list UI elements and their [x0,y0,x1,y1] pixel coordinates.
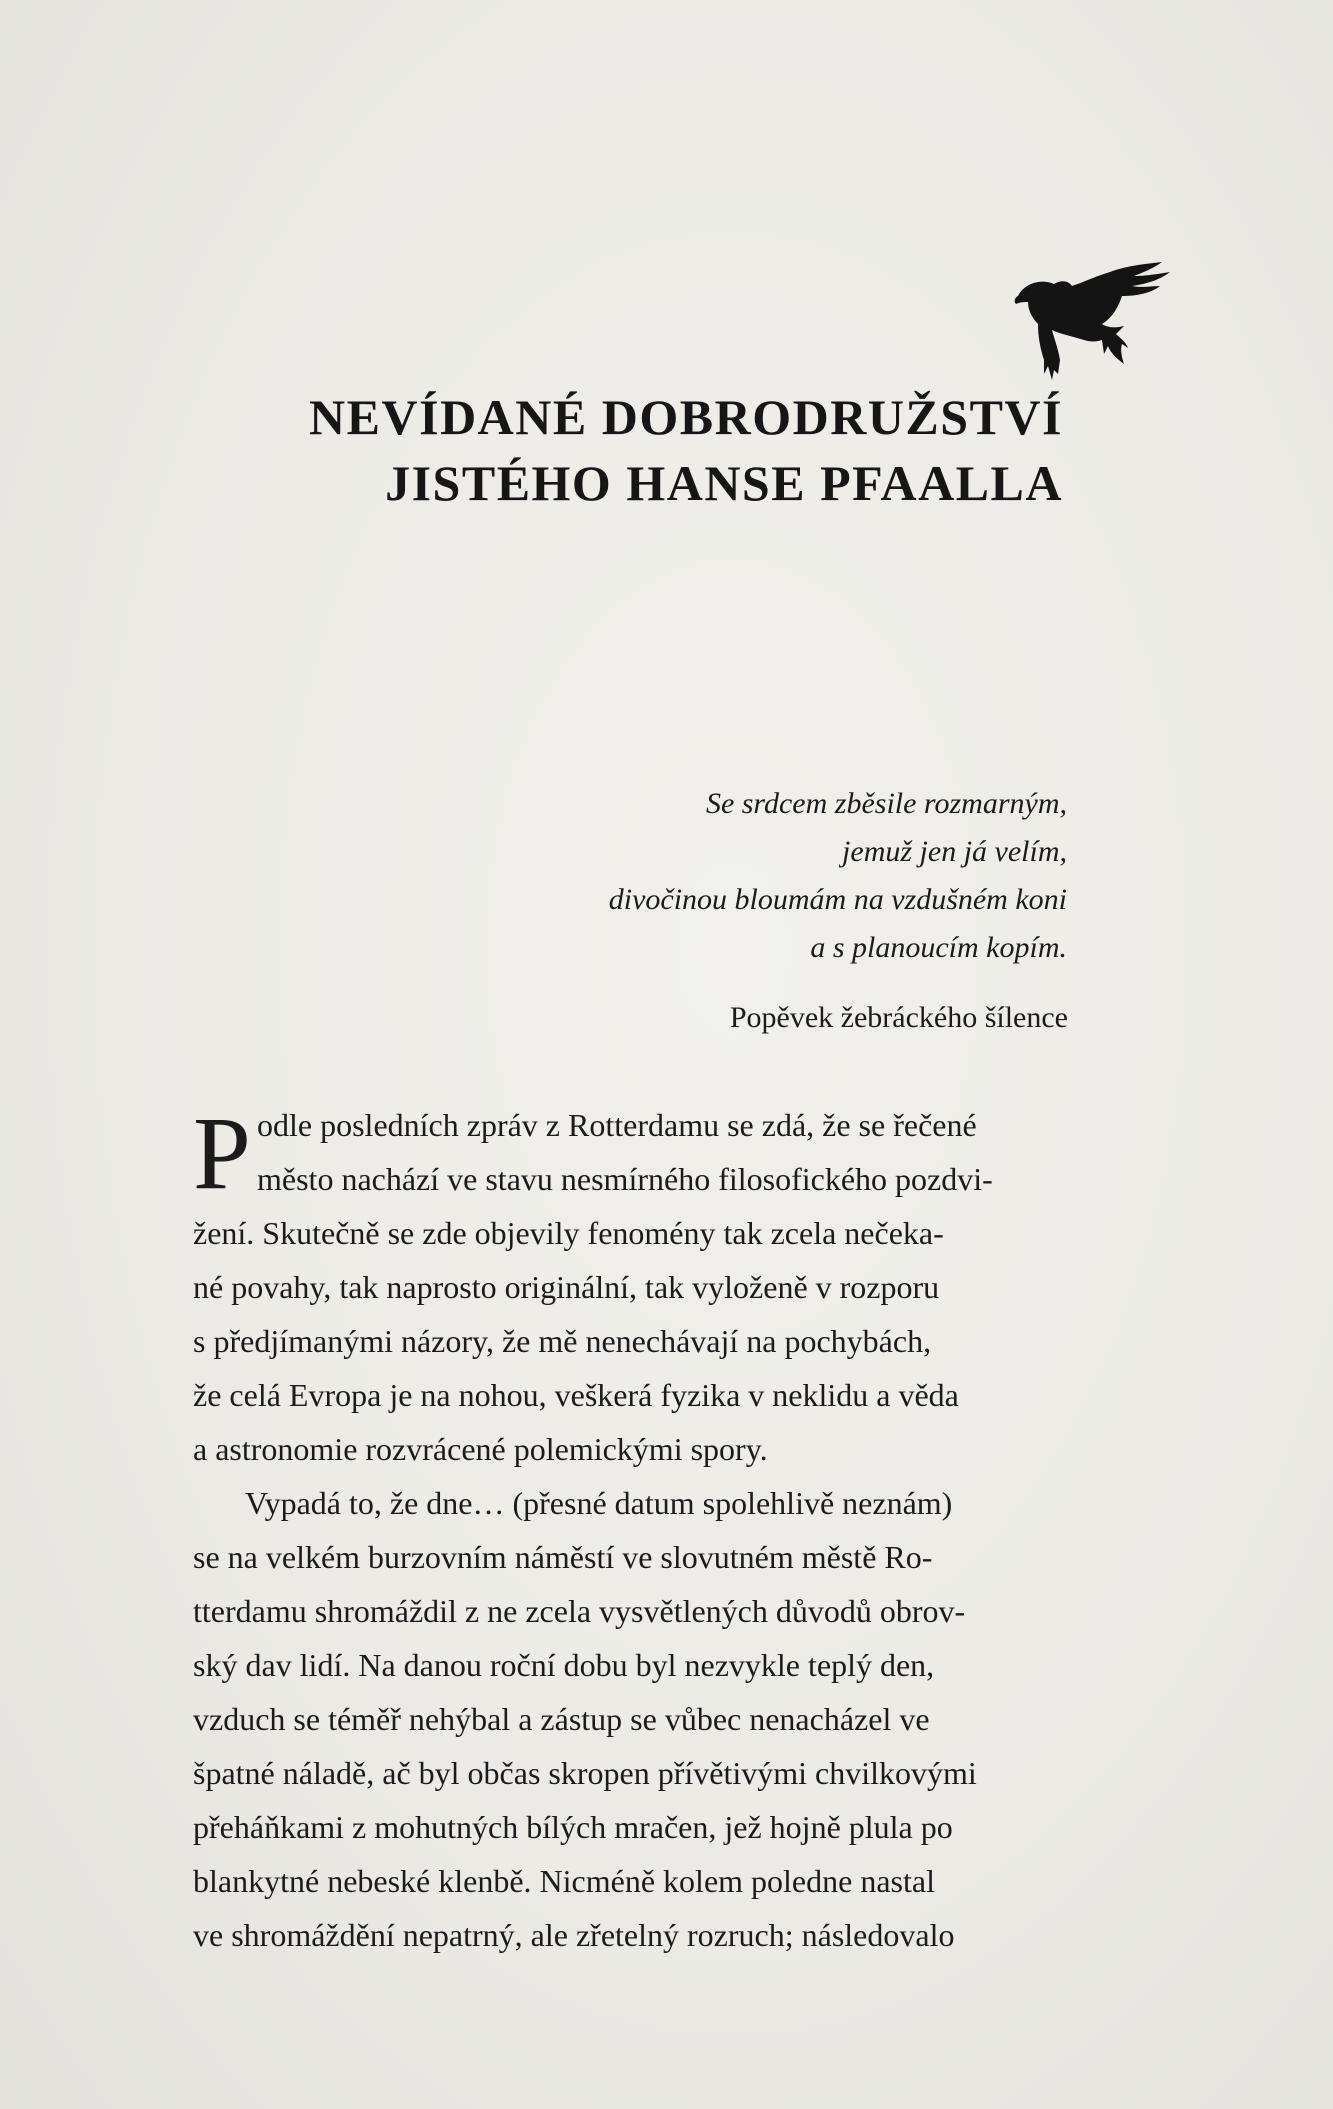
text-line: tterdamu shromáždil z ne zcela vysvětlených důvodů obrov- [193,1593,966,1629]
text-line: ský dav lidí. Na danou roční dobu byl nezvykle teplý den, [193,1647,935,1683]
text-line: blankytné nebeské klenbě. Nicméně kolem poledne nastal [193,1863,935,1899]
chapter-title [309,384,1063,516]
raven-icon [1010,262,1170,388]
text-line: né povahy, tak naprosto originální, tak vyloženě v rozporu [193,1269,940,1305]
drop-cap: P [193,1096,251,1211]
epigraph-line: jemuž jen já velím, [842,835,1067,868]
text-line: a astronomie rozvrácené polemickými spory. [193,1431,768,1467]
text-line: vzduch se téměř nehýbal a zástup se vůbec nenacházel ve [193,1701,930,1737]
text-line: žení. Skutečně se zde objevily fenomény tak zcela nečeka- [193,1215,944,1251]
text-line: město nachází ve stavu nesmírného filosofického pozdvi- [257,1161,993,1197]
text-line: se na velkém burzovním náměstí ve slovutném městě Ro- [193,1539,933,1575]
epigraph-line: a s planoucím kopím. [810,931,1067,964]
text-line: s předjímanými názory, že mě nenechávají na pochybách, [193,1323,932,1359]
chapter-title-line: JISTÉHO HANSE PFAALLA [385,455,1063,511]
epigraph-source: Popěvek žebráckého šílence [729,1001,1068,1034]
epigraph-line: divočinou bloumám na vzdušném koni [608,883,1067,916]
text-line: ve shromáždění nepatrný, ale zřetelný rozruch; následovalo [193,1917,955,1953]
epigraph [609,780,1067,972]
text-line: špatné náladě, ač byl občas skropen přívětivými chvilkovými [193,1755,977,1791]
text-line: odle posledních zpráv z Rotterdamu se zdá, že se řečené [257,1107,977,1143]
text-line: přeháňkami z mohutných bílých mračen, jež hojně plula po [193,1809,953,1845]
text-line: Vypadá to, že dne… (přesné datum spolehlivě neznám) [245,1485,953,1521]
chapter-title-line: NEVÍDANÉ DOBRODRUŽSTVÍ [309,389,1063,445]
text-line: že celá Evropa je na nohou, veškerá fyzika v neklidu a věda [193,1377,959,1413]
epigraph-line: Se srdcem zběsile rozmarným, [705,787,1067,820]
body-text [193,1098,1163,1962]
